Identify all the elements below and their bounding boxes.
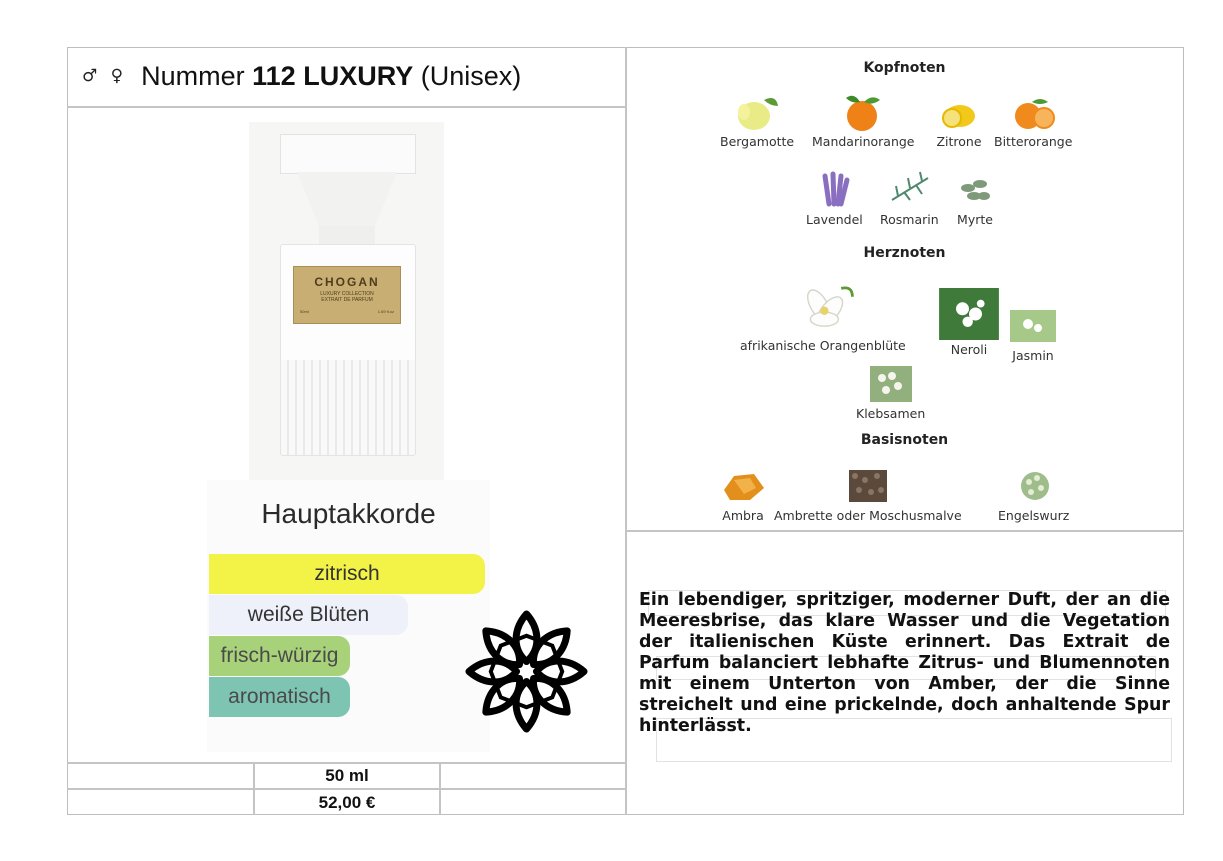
title-suffix: (Unisex) bbox=[420, 60, 522, 91]
bottle-image bbox=[249, 122, 444, 482]
bottle-cap-neck bbox=[297, 172, 397, 226]
bitter-orange-icon bbox=[1010, 92, 1056, 132]
accord-bar: weiße Blüten bbox=[209, 595, 408, 635]
bottle-line2: EXTRAIT DE PARFUM bbox=[321, 297, 373, 303]
note-myrte bbox=[952, 170, 998, 227]
bottle-size-oz: 1.69 fl.oz bbox=[377, 309, 394, 314]
rosemary-icon bbox=[886, 170, 932, 210]
ambrette-seed-icon bbox=[845, 466, 891, 506]
bottle-cap bbox=[280, 134, 416, 174]
note-label: Bitterorange bbox=[994, 134, 1073, 149]
note-bitterorange bbox=[994, 92, 1072, 149]
title-text bbox=[141, 61, 521, 92]
accord-bar: zitrisch bbox=[209, 554, 485, 594]
note-label: Bergamotte bbox=[720, 134, 795, 149]
orange-blossom-icon bbox=[783, 280, 863, 336]
lotus-logo-icon bbox=[463, 608, 590, 735]
note-lavendel bbox=[806, 170, 863, 227]
lemon-icon bbox=[936, 92, 982, 132]
title-prefix: Nummer bbox=[141, 60, 245, 91]
bottle-size-ml: 50ml bbox=[300, 309, 309, 314]
note-label: afrikanische Orangenblüte bbox=[740, 338, 906, 353]
note-label: Jasmin bbox=[1012, 348, 1054, 363]
price-value: 52,00 € bbox=[318, 793, 376, 812]
note-neroli bbox=[936, 288, 1002, 357]
note-label: Rosmarin bbox=[880, 212, 939, 227]
note-label: Ambrette oder Moschusmalve bbox=[774, 508, 962, 523]
accord-bar: aromatisch bbox=[209, 677, 350, 717]
price-col-divider-2 bbox=[439, 762, 441, 815]
note-label: Zitrone bbox=[936, 134, 982, 149]
note-orangenbluete bbox=[740, 280, 906, 353]
lavender-icon bbox=[811, 170, 857, 210]
pittosporum-icon bbox=[868, 364, 914, 404]
accord-bar: frisch-würzig bbox=[209, 636, 350, 676]
notes-divider bbox=[626, 530, 1184, 532]
volume-value: 50 ml bbox=[325, 766, 369, 785]
price-divider-1 bbox=[67, 762, 625, 764]
note-zitrone bbox=[936, 92, 982, 149]
heart-notes-title: Herznoten bbox=[863, 245, 946, 261]
bottle-size-line bbox=[294, 309, 400, 314]
note-engelswurz bbox=[998, 466, 1069, 523]
title-divider bbox=[67, 106, 625, 108]
fragrance-notes bbox=[626, 48, 1183, 530]
gender-icons: ♂ ♀ bbox=[82, 66, 128, 86]
price-divider-2 bbox=[67, 788, 625, 790]
product-title bbox=[82, 56, 521, 96]
note-mandarinorange bbox=[812, 92, 915, 149]
note-bergamotte bbox=[720, 92, 794, 149]
note-label: Myrte bbox=[957, 212, 993, 227]
myrtle-icon bbox=[952, 170, 998, 210]
bottle-label bbox=[293, 266, 401, 324]
bottle-neck bbox=[319, 226, 375, 244]
note-label: Neroli bbox=[950, 342, 988, 357]
bergamot-icon bbox=[734, 92, 780, 132]
note-label: Mandarinorange bbox=[812, 134, 915, 149]
accords-title: Hauptakkorde bbox=[261, 498, 436, 529]
angelica-icon bbox=[1011, 466, 1057, 506]
main-accords bbox=[207, 480, 490, 752]
note-rosmarin bbox=[880, 170, 939, 227]
amber-icon bbox=[720, 466, 766, 506]
note-ambra bbox=[720, 466, 766, 523]
fragrance-description: Ein lebendiger, spritziger, moderner Duft, der an die Meeresbrise, das klare Wasser und die Vegetation der italienischen Küste erinnert. Das Extrait de Parfum balanciert lebhafte Zitrus- und Blumennoten mit einem Unterton von Amber, der die Sinne streichelt und eine prickelnde, doch anhaltende Spur hinterlässt. bbox=[639, 590, 1170, 736]
mandarin-icon bbox=[840, 92, 886, 132]
note-jasmin bbox=[1010, 306, 1056, 363]
bottle-brand: CHOGAN bbox=[314, 275, 380, 289]
neroli-icon bbox=[936, 288, 1002, 340]
top-notes-title: Kopfnoten bbox=[863, 60, 946, 76]
bottle-line1: LUXURY COLLECTION bbox=[320, 291, 374, 297]
base-notes-title: Basisnoten bbox=[860, 432, 949, 448]
note-label: Ambra bbox=[722, 508, 764, 523]
note-ambrette bbox=[774, 466, 962, 523]
note-label: Klebsamen bbox=[856, 406, 926, 421]
note-label: Engelswurz bbox=[998, 508, 1070, 523]
note-klebsamen bbox=[856, 364, 925, 421]
note-label: Lavendel bbox=[806, 212, 863, 227]
jasmine-icon bbox=[1010, 306, 1056, 346]
title-number: 112 LUXURY bbox=[252, 60, 414, 91]
